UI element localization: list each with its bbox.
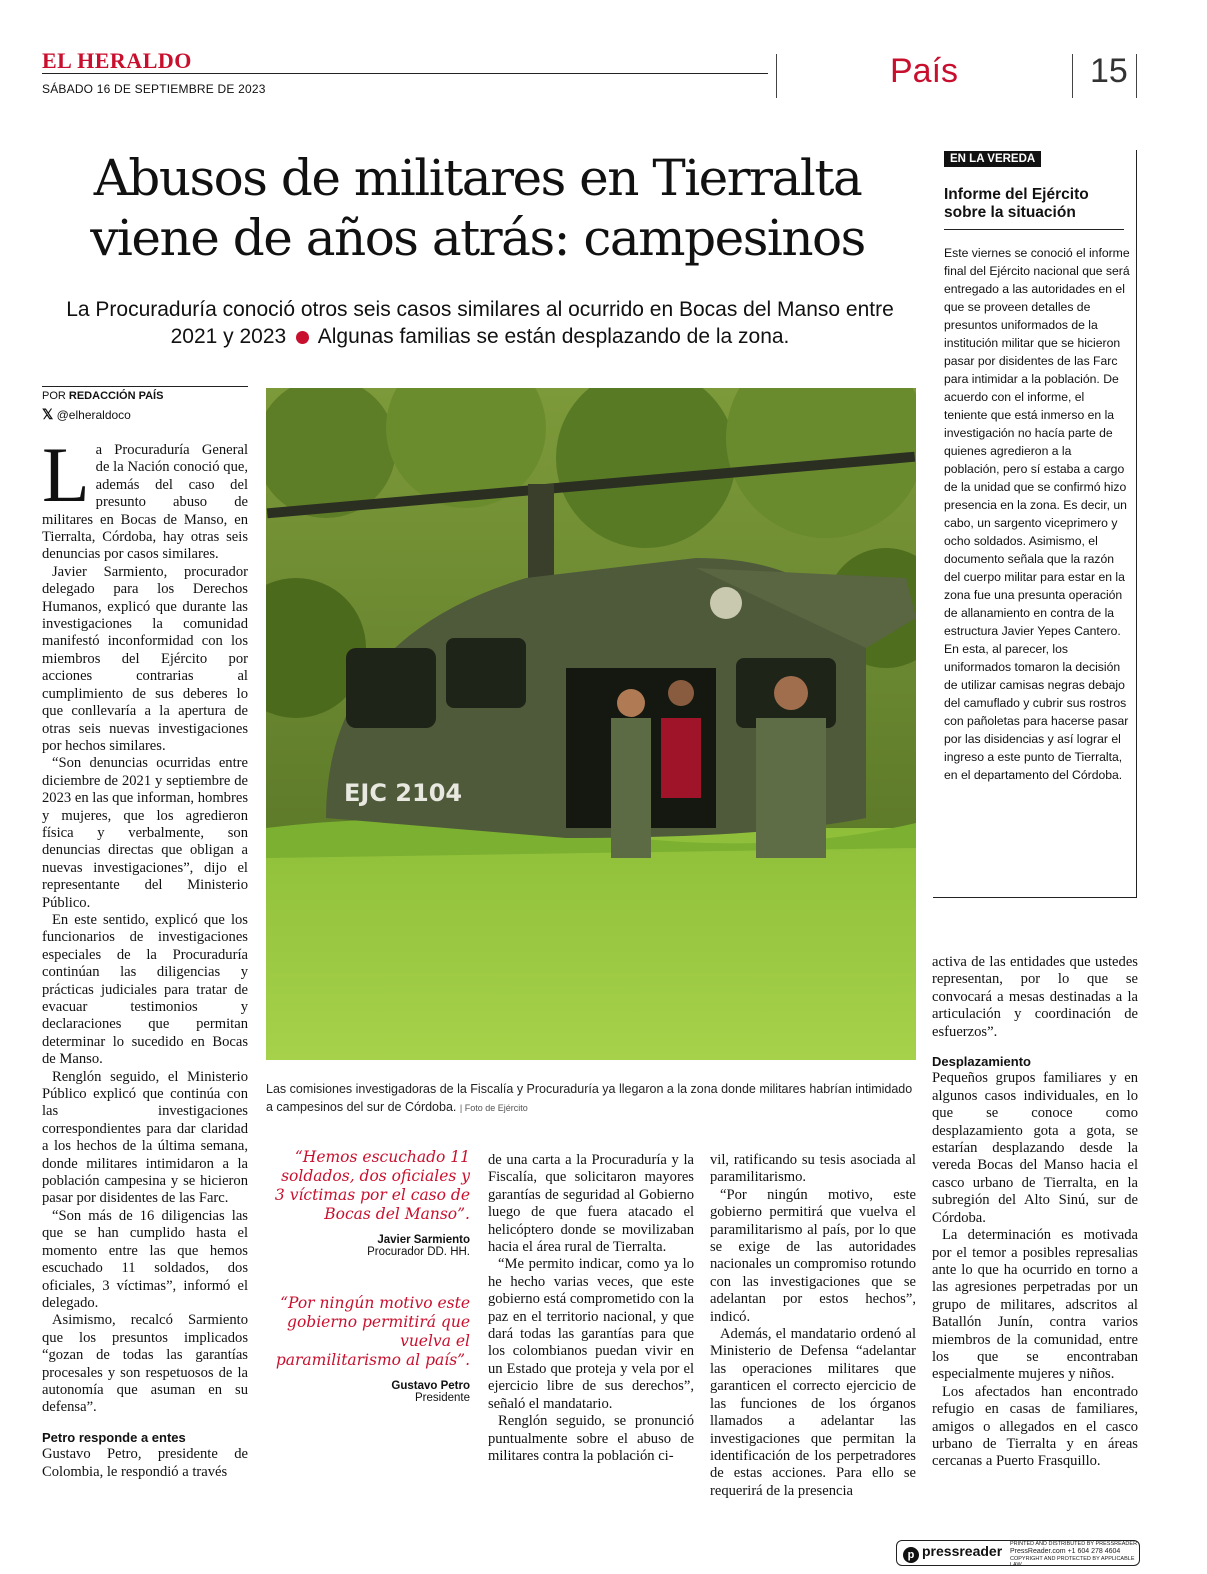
pressreader-logo-text: pressreader xyxy=(922,1543,1003,1559)
paragraph: de una carta a la Procuraduría y la Fiscalía, que solicitaron mayores garantías de seguridad al Gobierno luego de que fuera atacado el helicóptero donde se movilizaban hacia el área rural de Tierralta. xyxy=(488,1152,694,1256)
photo-caption xyxy=(266,1080,916,1117)
section-subtitle: Petro responde a entes xyxy=(42,1429,186,1445)
article-subhead xyxy=(40,296,920,350)
pressreader-line: PRINTED AND DISTRIBUTED BY PRESSREADER xyxy=(1010,1541,1138,1547)
photo-credit: | Foto de Ejército xyxy=(459,1103,528,1113)
paragraph: La determinación es motivada por el temor a posibles represalias ante lo que ha ocurrido en torno a las agresiones perpetradas por un grupo de militares, adscritos al Batallón Junín, contra varios miembros de la comunidad, entre los que se encontraban especialmente mujeres y niños. xyxy=(932,1227,1138,1383)
photo-illustration xyxy=(266,388,916,1060)
byline-prefix: POR xyxy=(42,390,66,402)
pressreader-logo xyxy=(903,1543,1002,1563)
section-name: País xyxy=(890,52,959,90)
pressreader-line: PressReader.com +1 604 278 4604 xyxy=(1010,1547,1121,1555)
pressreader-notice xyxy=(1010,1541,1138,1569)
quote-text: “Por ningún motivo este gobierno permitirá que vuelva el paramilitarismo al país”. xyxy=(275,1294,470,1369)
paragraph: Asimismo, recalcó Sarmiento que los presuntos implicados “gozan de todas las garantías procesales y son respetuosos de la autonomía que asuman en su defensa”. xyxy=(42,1312,248,1416)
headline-line-2: viene de años atrás: campesinos xyxy=(90,209,865,267)
quote-author-role: Procurador DD. HH. xyxy=(367,1246,470,1258)
paragraph: Javier Sarmiento, procurador delegado para los Derechos Humanos, explicó que durante las investigaciones la comunidad manifestó inconformidad con los miembros del Ejército por acciones contrarias al cumplimiento de sus deberes lo que conllevaría a la apertura de otras seis nuevas investigaciones por hechos similares. xyxy=(42,563,248,754)
paragraph: Renglón seguido, el Ministerio Público explicó que continúa con las investigaciones correspondientes para dar claridad a los hechos de la última semana, donde militares intimidaron a la población campesina y se hicieron pasar por disidentes de las Farc. xyxy=(42,1068,248,1207)
pull-quote-1 xyxy=(270,1148,470,1258)
quote-author-role: Presidente xyxy=(415,1392,470,1404)
helicopter-marking: EJC 2104 xyxy=(344,779,463,807)
paragraph: “Me permito indicar, como ya lo he hecho varias veces, que este gobierno está comprometido con la paz en el territorio nacional, y que dará todas las garantías para que los colombianos puedan vivir en un Estado que proteja y vela por el ejercicio libre de sus derechos”, señaló el mandatario. xyxy=(488,1256,694,1412)
article-headline xyxy=(40,148,915,268)
paragraph: Los afectados han encontrado refugio en casas de familiares, amigos o allegados en el casco urbano de Tierralta y en áreas cercanas a Puerto Frasquillo. xyxy=(932,1383,1138,1470)
page-number: 15 xyxy=(1090,52,1128,90)
pressreader-icon: p xyxy=(903,1547,919,1563)
sidebar-body: Este viernes se conoció el informe final del Ejército nacional que será entregado a las autoridades en el que se proveen detalles de presuntos uniformados de la institución militar que se hicieron pasar por disidentes de las Farc para intimidar a la población. De acuerdo con el informe, el teniente que está inmerso en la investigación no hacía parte de quienes agredieron a la población, pero sí estaba a cargo de la unidad que se confirmó hizo presencia en la zona. Es decir, un cabo, un sargento viceprimero y ocho soldados. Asimismo, el documento señala que la razón del cuerpo militar para estar en la zona fue una presunta operación de allanamiento en contra de la estructura Javier Yepes Cantero. En esta, al parecer, los uniformados tomaron la decisión de utilizar camisas negras debajo del camuflado y cubrir sus rostros con pañoletas para hacerse pasar por las disidencias y así lograr el ingreso a este punto de Tierralta, en el departamento del Córdoba. xyxy=(944,246,1130,782)
byline-rule xyxy=(42,386,248,387)
sidebar-tag: EN LA VEREDA xyxy=(944,151,1041,167)
paragraph: activa de las entidades que ustedes representan, por lo que se convocará a mesas destinadas a la articulación y coordinación de esfuerzos”. xyxy=(932,954,1138,1040)
header-divider xyxy=(1136,54,1137,98)
issue-date: SÁBADO 16 DE SEPTIEMBRE DE 2023 xyxy=(42,82,266,96)
paragraph: Pequeños grupos familiares y en algunos casos individuales, en lo que se conoce como desplazamiento gota a gota, se estarían desplazando desde la vereda Bocas del Manso hacia el casco urbano de Tierralta, en la subregión del Alto Sinú, sur de Córdoba. xyxy=(932,1070,1138,1226)
pressreader-line: COPYRIGHT AND PROTECTED BY APPLICABLE LAW xyxy=(1010,1555,1135,1568)
paragraph: En este sentido, explicó que los funcionarios de investigaciones especiales de la Procuraduría continúan las diligencias y prácticas judiciales para tratar de evacuar testimonios y declaraciones que permitan determinar lo sucedido en Bocas de Manso. xyxy=(42,911,248,1068)
byline-author: REDACCIÓN PAÍS xyxy=(68,390,164,402)
drop-cap: L xyxy=(42,431,90,518)
article-column-4 xyxy=(710,1152,916,1500)
quote-text: “Hemos escuchado 11 soldados, dos oficiales y 3 víctimas por el caso de Bocas del Manso”. xyxy=(274,1148,470,1223)
paragraph: “Son denuncias ocurridas entre diciembre de 2021 y septiembre de 2023 en las que informan, hombres y mujeres, que los agredieron física y verbalmente, son denuncias directas que obligan a nuevas investigaciones”, dijo el representante del Ministerio Público. xyxy=(42,755,248,911)
pull-quote-2 xyxy=(270,1294,470,1404)
social-handle[interactable] xyxy=(42,406,131,423)
red-bullet-icon xyxy=(296,331,309,344)
headline-line-1: Abusos de militares en Tierralta xyxy=(93,149,862,207)
paragraph: vil, ratificando su tesis asociada al paramilitarismo. xyxy=(710,1152,916,1186)
paragraph: “Por ningún motivo, este gobierno permitirá que vuelva el paramilitarismo al país, por lo que se exige de las autoridades nacionales un compromiso rotundo con las investigaciones que se adelantan por estos hechos”, indicó. xyxy=(710,1186,916,1325)
subhead-part-2: Algunas familias se están desplazando de la zona. xyxy=(317,325,790,348)
caption-text: Las comisiones investigadoras de la Fiscalía y Procuraduría ya llegaron a la zona donde militares habrían intimidado a campesinos del sur de Córdoba. xyxy=(266,1082,913,1114)
paragraph: Renglón seguido, se pronunció puntualmente sobre el abuso de militares contra la población ci- xyxy=(488,1413,694,1464)
newspaper-logo: EL HERALDO xyxy=(42,48,192,73)
subhead-part-1: La Procuraduría conoció otros seis casos similares al ocurrido en Bocas del Manso entre 2021 y 2023 xyxy=(66,298,894,348)
sidebar-rule xyxy=(944,229,1124,230)
handle-text: @elheraldoco xyxy=(56,408,131,422)
paragraph: “Son más de 16 diligencias las que se han cumplido hasta el momento entre las que hemos escuchado 11 soldados, dos oficiales, 3 víctimas”, informó el delegado. xyxy=(42,1207,248,1311)
quote-author: Gustavo Petro xyxy=(391,1380,470,1392)
byline xyxy=(42,390,163,402)
x-logo-icon: 𝕏 xyxy=(42,406,54,422)
header-divider xyxy=(1072,54,1073,98)
article-column-3 xyxy=(488,1152,694,1465)
section-subtitle: Desplazamiento xyxy=(932,1054,1031,1070)
helicopter-photo xyxy=(266,388,916,1060)
article-column-1 xyxy=(42,431,248,1481)
paragraph: Gustavo Petro, presidente de Colombia, le respondió a través xyxy=(42,1446,248,1480)
quote-author: Javier Sarmiento xyxy=(377,1234,470,1246)
header-rule xyxy=(42,73,768,74)
paragraph: Además, el mandatario ordenó al Ministerio de Defensa “adelantar las operaciones militares que garanticen el correcto ejercicio de las funciones de los órganos llamados a adelantar las investigaciones que permitan la identificación de los perpetradores de estas acciones. Para ello se requerirá de la presencia xyxy=(710,1326,916,1499)
header-divider xyxy=(776,54,777,98)
paragraph: a Procuraduría General de la Nación conoció que, además del caso del presunto abuso de militares en Bocas de Manso, en Tierralta, Córdoba, hay otras seis denuncias por casos similares. xyxy=(42,442,248,563)
article-column-5 xyxy=(932,954,1138,1471)
sidebar-title: Informe del Ejército sobre la situación xyxy=(944,186,1089,221)
